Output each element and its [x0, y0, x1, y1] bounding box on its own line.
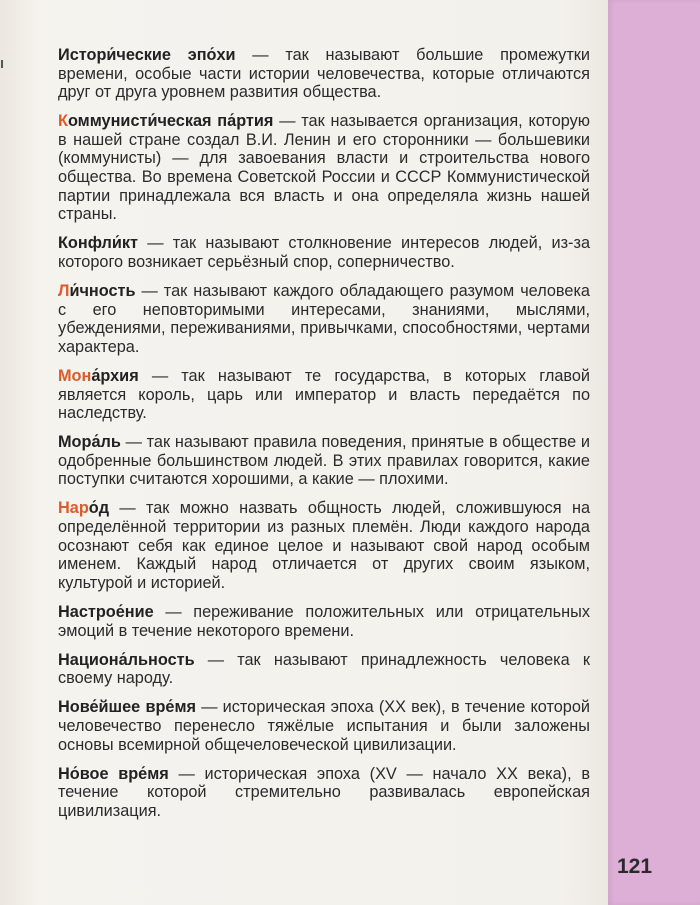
page-number: 121	[617, 855, 653, 878]
term-highlight: Л	[58, 282, 70, 301]
glossary-term	[58, 282, 136, 300]
glossary-term	[58, 46, 236, 64]
glossary-term	[58, 499, 109, 517]
glossary-definition: — историческая эпоха (XV — начало XX века), в течение которой стремительно развивалась европейская цивилизация.	[58, 764, 590, 820]
glossary-term	[58, 765, 169, 783]
term-text: Национа́льность	[58, 650, 195, 669]
term-highlight: К	[58, 112, 68, 131]
glossary-entry	[58, 651, 590, 688]
term-text: Но́вое вре́мя	[58, 764, 169, 783]
glossary-term	[58, 651, 195, 669]
glossary-entry	[58, 603, 590, 640]
glossary-definition: — историческая эпоха (XX век), в течение которой человечество перенесло тяжёлые испытания и были заложены основы всемирной общечеловеческой цивилизации.	[58, 698, 590, 754]
term-text: Конфли́кт	[58, 234, 139, 253]
glossary-entry	[58, 282, 590, 356]
glossary-term	[58, 112, 273, 130]
term-text: Нове́йшее вре́мя	[58, 698, 196, 717]
pink-margin-sidebar	[608, 0, 700, 905]
term-text: и́чность	[69, 282, 136, 301]
term-text: Истори́ческие эпо́хи	[58, 46, 236, 64]
term-text: Настрое́ние	[58, 602, 154, 621]
glossary-entry	[58, 433, 590, 489]
term-text: оммунисти́ческая па́ртия	[67, 112, 274, 131]
glossary-definition: — так называют те государства, в которых главой является король, царь или император и власть передаётся по наследству.	[58, 366, 590, 423]
glossary-entry	[58, 112, 590, 224]
glossary-definition: — так называют правила поведения, принятые в обществе и одобренные большинством людей. В этих правилах говорится, какие поступки считаются хорошими, а какие — плохими.	[58, 433, 590, 489]
glossary-definition: — так можно назвать общность людей, сложившуюся на определённой территории из разных племён. Люди каждого народа осознают себя как единое целое и называют свой народ особым именем. Каждый народ отличается от других своим языком, культурой и историей.	[58, 499, 590, 592]
term-highlight: Мон	[58, 366, 92, 385]
term-highlight: Нар	[58, 499, 89, 518]
glossary-list	[58, 46, 590, 831]
term-text: а́рхия	[91, 366, 139, 385]
glossary-definition: — так называется организация, которую в нашей стране создал В.И. Ленин и его сторонники — большевики (коммунисты) — для завоевания власти и строительства нового общества. Во времена Советской России и СССР Коммунистической партии принадлежала вся власть и она определяла жизнь нашей страны.	[58, 112, 591, 224]
glossary-entry	[58, 698, 590, 754]
glossary-entry	[58, 46, 590, 102]
glossary-entry	[58, 234, 590, 271]
glossary-definition: — так называют каждого обладающего разумом человека с его неповторимыми интересами, знаниями, мыслями, убеждениями, переживаниями, привычками, способностями, чертами характера.	[58, 282, 590, 356]
term-text: Мора́ль	[58, 433, 121, 452]
glossary-definition: — переживание положительных или отрицательных эмоций в течение некоторого времени.	[58, 602, 590, 640]
glossary-entry	[58, 765, 590, 821]
glossary-definition: — так называют большие промежутки времени, особые части истории человечества, которые отличаются друг от друга уровнем развития общества.	[58, 46, 590, 102]
glossary-definition: — так называют принадлежность человека к своему народу.	[58, 650, 590, 688]
glossary-term	[58, 433, 121, 451]
page-edge-mark	[1, 60, 3, 68]
glossary-entry	[58, 367, 590, 423]
term-text: о́д	[88, 499, 110, 518]
glossary-term	[58, 234, 138, 252]
glossary-term	[58, 698, 196, 716]
glossary-term	[58, 603, 154, 621]
glossary-entry	[58, 499, 590, 592]
glossary-term	[58, 367, 139, 385]
glossary-definition: — так называют столкновение интересов людей, из-за которого возникает серьёзный спор, соперничество.	[58, 234, 590, 271]
